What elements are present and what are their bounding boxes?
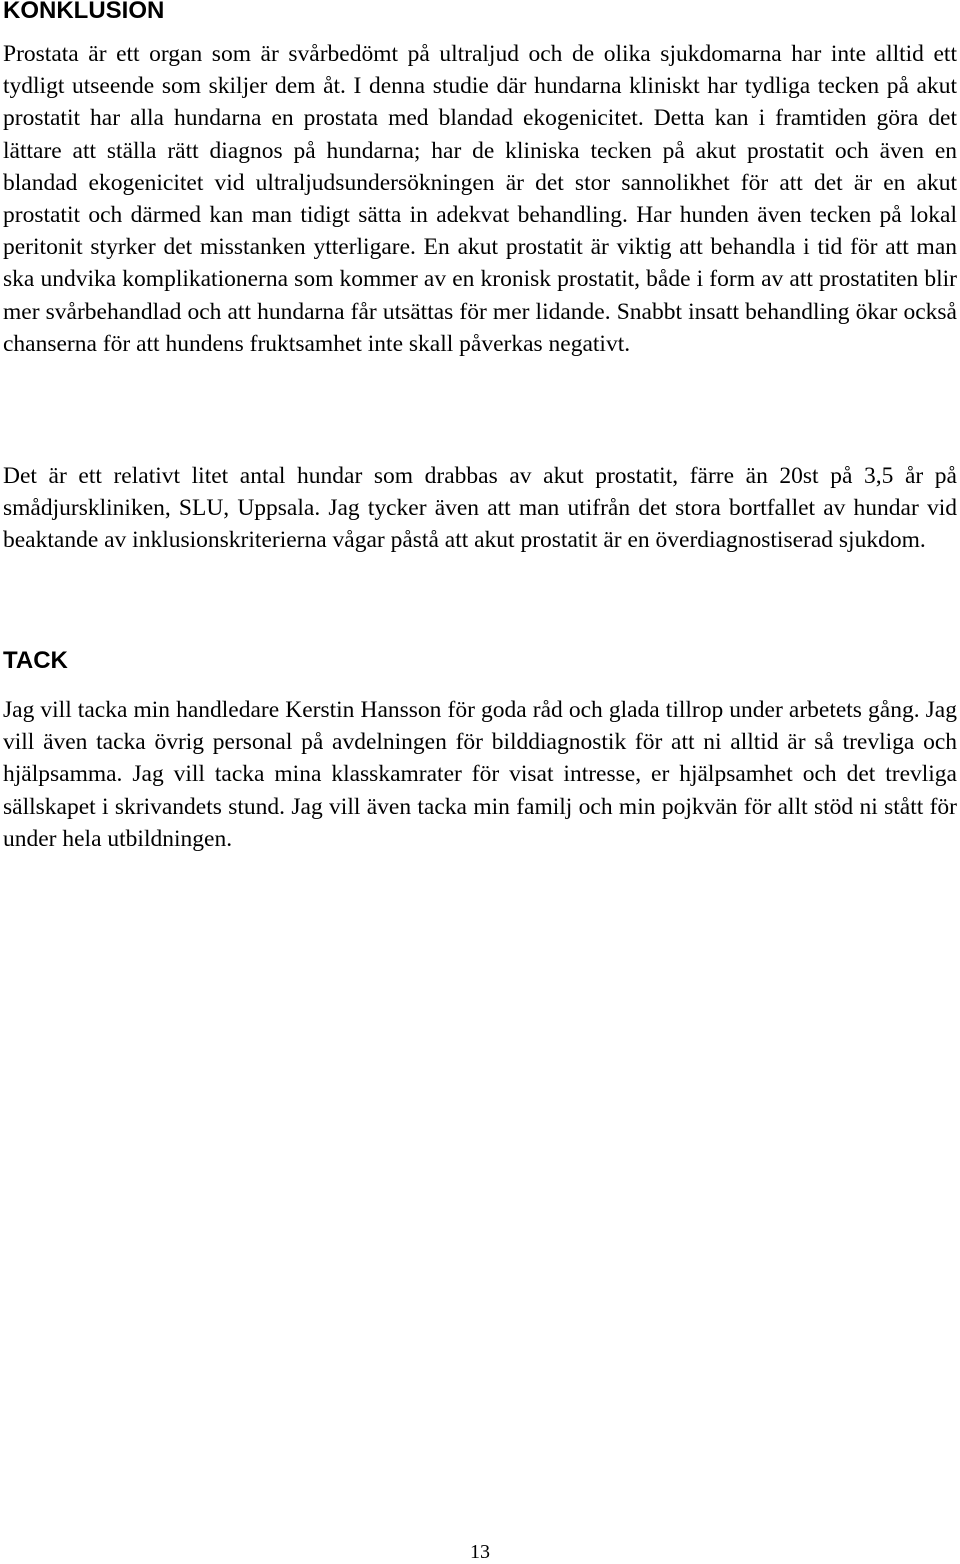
section-heading-konklusion: KONKLUSION (3, 0, 165, 24)
section-heading-tack: TACK (3, 647, 68, 674)
tack-paragraph-1: Jag vill tacka min handledare Kerstin Hansson för goda råd och glada tillrop under arbetets gång. Jag vill även tacka övrig personal på avdelningen för bilddiagnostik för att ni alltid är så trevliga och hjälpsamma. Jag vill tacka mina klasskamrater för visat intresse, er hjälpsamhet och det trevliga sällskapet i skrivandets stund. Jag vill även tacka min familj och min pojkvän för allt stöd ni stått för under hela utbildningen. (3, 697, 957, 852)
konklusion-paragraph-2: Det är ett relativt litet antal hundar som drabbas av akut prostatit, färre än 20st på 3,5 år på smådjurskliniken, SLU, Uppsala. Jag tycker även att man utifrån det stora bortfallet av hundar vid beaktande av inklusionskriterierna vågar påstå att akut prostatit är en överdiagnostiserad sjukdom. (3, 463, 957, 554)
page-number: 13 (470, 1541, 490, 1563)
konklusion-paragraph-1: Prostata är ett organ som är svårbedömt på ultraljud och de olika sjukdomarna har inte alltid ett tydligt utseende som skiljer dem åt. I denna studie där hundarna kliniskt har tydliga tecken på akut prostatit har alla hundarna en prostata med blandad ekogenicitet. Detta kan i framtiden göra det lättare att ställa rätt diagnos på hundarna; har de kliniska tecken på akut prostatit och även en blandad ekogenicitet vid ultraljudsundersökningen är det stor sannolikhet för att det är en akut prostatit och därmed kan man tidigt sätta in adekvat behandling. Har hunden även tecken på lokal peritonit styrker det misstanken ytterligare. En akut prostatit är viktig att behandla i tid för att man ska undvika komplikationerna som kommer av en kronisk prostatit, både i form av att prostatiten blir mer svårbehandlad och att hundarna får utsättas för mer lidande. Snabbt insatt behandling ökar också chanserna för att hundens fruktsamhet inte skall påverkas negativt. (3, 41, 957, 357)
